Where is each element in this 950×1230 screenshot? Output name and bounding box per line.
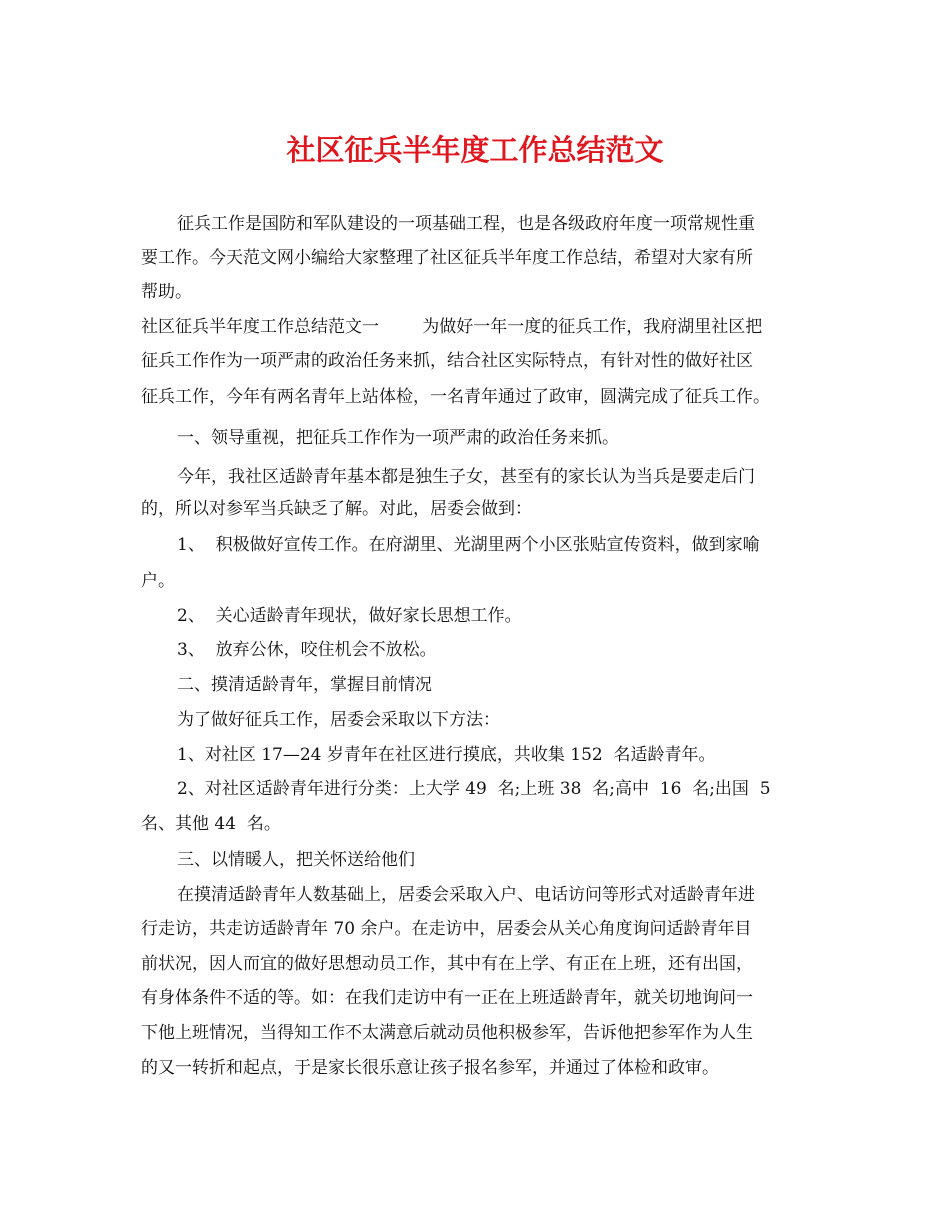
paragraph-line: 的又一转折和起点，于是家长很乐意让孩子报名参军，并通过了体检和政审。 <box>141 1058 719 1078</box>
paragraph-line: 社区征兵半年度工作总结范文一 为做好一年一度的征兵工作，我府湖里社区把 <box>141 317 763 337</box>
paragraph-line: 有身体条件不适的等。如：在我们走访中有一正在上班适龄青年，就关切地询问一 <box>141 988 753 1008</box>
paragraph-line: 今年，我社区适龄青年基本都是独生子女，甚至有的家长认为当兵是要走后门 <box>177 467 755 487</box>
section-heading: 二、摸清适龄青年，掌握目前情况 <box>177 675 432 695</box>
paragraph-line: 征兵工作是国防和军队建设的一项基础工程，也是各级政府年度一项常规性重 <box>177 214 755 234</box>
paragraph-line: 征兵工作，今年有两名青年上站体检，一名青年通过了政审，圆满完成了征兵工作。 <box>141 387 770 407</box>
list-item: 1、 积极做好宣传工作。在府湖里、光湖里两个小区张贴宣传资料，做到家喻 <box>177 535 760 555</box>
paragraph-line: 在摸清适龄青年人数基础上，居委会采取入户、电话访问等形式对适龄青年进 <box>177 885 755 905</box>
paragraph-line: 的，所以对参军当兵缺乏了解。对此，居委会做到： <box>141 499 532 519</box>
paragraph-line: 名、其他 44 名。 <box>141 814 281 834</box>
list-item: 2、对社区适龄青年进行分类：上大学 49 名;上班 38 名;高中 16 名;出国 5 <box>177 779 771 799</box>
paragraph-line: 帮助。 <box>141 282 192 302</box>
paragraph-line: 前状况，因人而宜的做好思想动员工作，其中有在上学、有正在上班，还有出国， <box>141 954 753 974</box>
list-item: 1、对社区 17—24 岁青年在社区进行摸底，共收集 152 名适龄青年。 <box>177 745 716 765</box>
section-heading: 三、以情暖人，把关怀送给他们 <box>177 850 415 870</box>
paragraph-line: 为了做好征兵工作，居委会采取以下方法： <box>177 710 500 730</box>
section-heading: 一、领导重视，把征兵工作作为一项严肃的政治任务来抓。 <box>177 428 619 448</box>
paragraph-line: 要工作。今天范文网小编给大家整理了社区征兵半年度工作总结，希望对大家有所 <box>141 248 753 268</box>
document-title: 社区征兵半年度工作总结范文 <box>286 133 664 167</box>
list-item: 2、 关心适龄青年现状，做好家长思想工作。 <box>177 606 522 626</box>
list-item: 3、 放弃公休，咬住机会不放松。 <box>177 640 437 660</box>
paragraph-line: 户。 <box>141 571 175 591</box>
paragraph-line: 征兵工作作为一项严肃的政治任务来抓，结合社区实际特点，有针对性的做好社区 <box>141 351 753 371</box>
paragraph-line: 下他上班情况，当得知工作不太满意后就动员他积极参军，告诉他把参军作为人生 <box>141 1023 753 1043</box>
paragraph-line: 行走访，共走访适龄青年 70 余户。在走访中，居委会从关心角度询问适龄青年目 <box>141 919 752 939</box>
